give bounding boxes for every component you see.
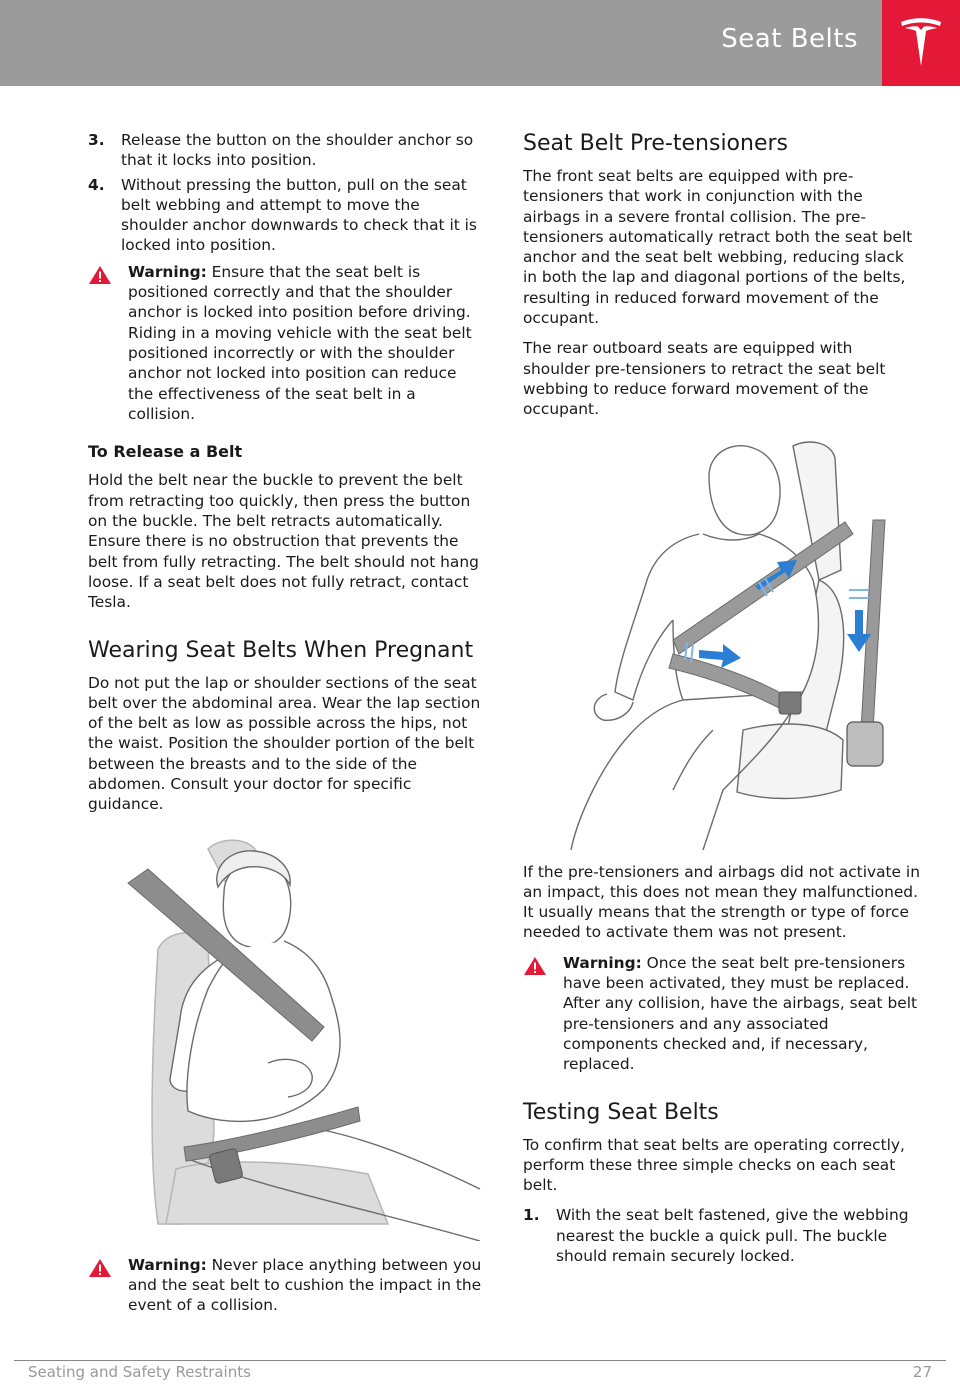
warning-label: Warning:	[128, 262, 207, 281]
paragraph: The front seat belts are equipped with pre-tensioners that work in conjunction with the airbags in a severe frontal collision. The pre-tensioners automatically retract both the seat belt anchor and the seat belt webbing, reducing slack in both the lap and diagonal portions of the belts, resulting in reduced forward movement of the occupant.	[523, 167, 913, 328]
left-column	[88, 130, 482, 1334]
warning-message: Once the seat belt pre-tensioners have been activated, they must be replaced. After any collision, have the airbags, seat belt pre-tensioners and any associated components checked and, if necessary, replaced.	[563, 953, 917, 1074]
warning-text	[128, 1255, 482, 1316]
warning-icon	[523, 953, 563, 1075]
tesla-logo	[882, 0, 960, 86]
paragraph: Hold the belt near the buckle to prevent the belt from retracting too quickly, then press the button on the buckle. The belt retracts automatically. Ensure there is no obstruction that prevents the belt from fully retracting. The belt should not hang loose. If a seat belt does not fully retract, contact Tesla.	[88, 471, 479, 612]
list-item	[88, 175, 482, 256]
tesla-logo-icon	[899, 18, 943, 68]
warning-text	[563, 953, 920, 1075]
section-heading: Testing Seat Belts	[523, 1099, 719, 1125]
page-header	[0, 0, 960, 86]
warning-message: Never place anything between you and the seat belt to cushion the impact in the event of a collision.	[128, 1255, 482, 1315]
page-title: Seat Belts	[721, 24, 858, 54]
warning-icon	[88, 1255, 128, 1316]
section-heading: Seat Belt Pre-tensioners	[523, 131, 788, 156]
step-text: Release the button on the shoulder anchor so that it locks into position.	[121, 131, 474, 170]
list-item	[88, 130, 482, 171]
warning-block	[88, 1255, 482, 1316]
paragraph: To confirm that seat belts are operating correctly, perform these three simple checks on each seat belt.	[523, 1135, 905, 1195]
paragraph: Do not put the lap or shoulder sections of the seat belt over the abdominal area. Wear the lap section of the belt as low as possible across the hips, not the waist. Position the shoulder portion of the belt between the breasts and to the side of the abdomen. Consult your doctor for specific guidance.	[88, 673, 481, 814]
footer-divider	[14, 1360, 946, 1361]
warning-block	[88, 262, 482, 424]
right-column	[523, 130, 920, 1270]
paragraph: The rear outboard seats are equipped with shoulder pre-tensioners to retract the seat belt webbing to reduce forward movement of the occupant.	[523, 339, 886, 419]
warning-text	[128, 262, 482, 424]
warning-message: Ensure that the seat belt is positioned correctly and that the shoulder anchor is locked into position before driving. Riding in a moving vehicle with the seat belt positioned incorrectly or with the shoulder anchor not locked into position can reduce the effectiveness of the seat belt in a collision.	[128, 262, 472, 423]
step-text: Without pressing the button, pull on the seat belt webbing and attempt to move the shoulder anchor downwards to check that it is locked into position.	[121, 175, 477, 255]
section-heading: Wearing Seat Belts When Pregnant	[88, 637, 474, 663]
step-number: 3.	[88, 131, 105, 149]
step-number: 1.	[523, 1206, 540, 1225]
warning-block	[523, 953, 920, 1075]
footer-section-title: Seating and Safety Restraints	[28, 1363, 251, 1381]
warning-label: Warning:	[563, 953, 642, 972]
section-subheading: To Release a Belt	[88, 442, 243, 462]
page-number: 27	[912, 1363, 932, 1381]
paragraph: If the pre-tensioners and airbags did not activate in an impact, this does not mean they malfunctioned. It usually means that the strength or type of force needed to activate them was not present.	[523, 862, 920, 942]
warning-icon	[88, 262, 128, 424]
list-item	[523, 1205, 920, 1266]
step-number: 4.	[88, 175, 105, 194]
step-text: With the seat belt fastened, give the webbing nearest the buckle a quick pull. The buckle should remain securely locked.	[556, 1206, 909, 1266]
warning-label: Warning:	[128, 1255, 207, 1274]
pretensioner-illustration	[523, 430, 920, 850]
pregnant-seatbelt-illustration	[88, 829, 482, 1241]
